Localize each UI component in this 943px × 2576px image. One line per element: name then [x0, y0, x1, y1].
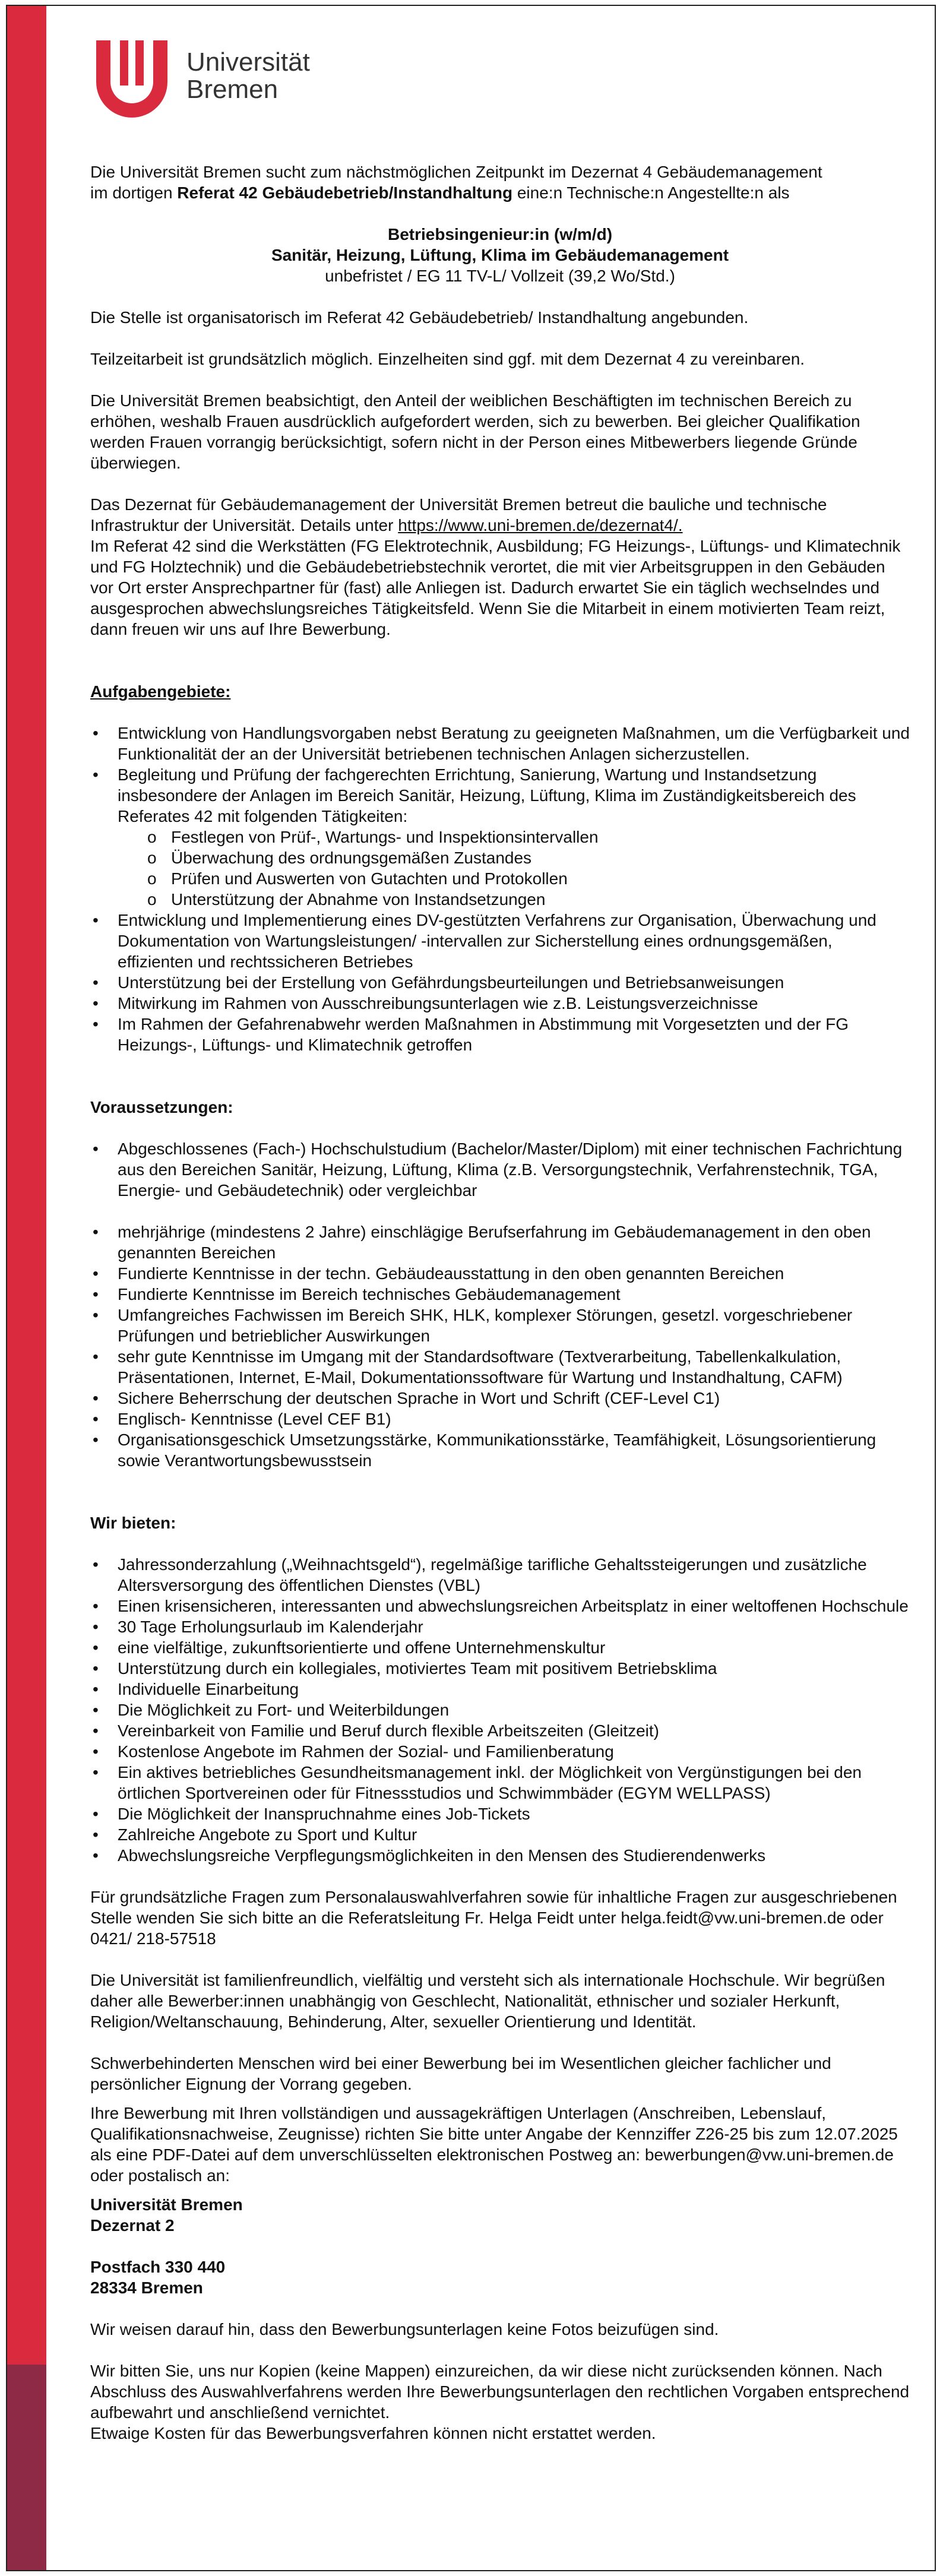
- address-line-4: 28334 Bremen: [90, 2278, 203, 2297]
- list-item: • mehrjährige (mindestens 2 Jahre) einschlägige Berufserfahrung im Gebäudemanagement in den oben genannten Bereichen: [90, 1221, 910, 1263]
- p-bewerbung: Ihre Bewerbung mit Ihren vollständigen und aussagekräftigen Unterlagen (Anschreiben, Lebenslauf, Qualifikationsnachweise, Zeugnisse) richten Sie bitte unter Angabe der Kennziffer Z26-25 bis zum 12.07.2025 als eine PDF-Datei auf dem unverschlüsselten elektronischen Postweg an: bewerbungen@vw.uni-bremen.de oder postalisch an:: [90, 2104, 898, 2185]
- p-dezernat: [90, 494, 910, 640]
- p-frauen: Die Universität Bremen beabsichtigt, den Anteil der weiblichen Beschäftigten im technischen Bereich zu erhöhen, weshalb Frauen ausdrücklich aufgefordert werden, sich zu bewerben. Bei gleicher Qualifikation werden Frauen vorrangig berücksichtigt, sofern nicht in der Person eines Mitbewerbers liegende Gründe überwiegen.: [90, 391, 860, 472]
- voraussetzungen-first: [90, 1138, 910, 1201]
- list-item: • Sichere Beherrschung der deutschen Sprache in Wort und Schrift (CEF-Level C1): [90, 1388, 910, 1409]
- sub-list-item: o Überwachung des ordnungsgemäßen Zustandes: [118, 847, 910, 868]
- list-item: • Organisationsgeschick Umsetzungsstärke, Kommunikationsstärke, Teamfähigkeit, Lösungsorientierung sowie Verantwortungsbewusstsein: [90, 1429, 910, 1471]
- p-dezernat-text-1: Das Dezernat für Gebäudemanagement der Universität Bremen betreut die bauliche und technische Infrastruktur der Universität. Details unter: [90, 495, 827, 534]
- sub-list-item: o Unterstützung der Abnahme von Instandsetzungen: [118, 889, 910, 910]
- list-item-text: Begleitung und Prüfung der fachgerechten Errichtung, Sanierung, Wartung und Instandsetzung insbesondere der Anlagen im Bereich Sanitär, Heizung, Lüftung, Klima im Zuständigkeitsbereich des Referates 42 mit folgenden Tätigkeiten:: [118, 765, 856, 825]
- job-title: Betriebsingenieur:in (w/m/d): [387, 225, 613, 243]
- bieten-list: [90, 1554, 910, 1866]
- list-item: • Vereinbarkeit von Familie und Beruf durch flexible Arbeitszeiten (Gleitzeit): [90, 1720, 910, 1741]
- address-line-1: Universität Bremen: [90, 2195, 243, 2214]
- list-item: • Englisch- Kenntnisse (Level CEF B1): [90, 1409, 910, 1429]
- list-item: • Ein aktives betriebliches Gesundheitsmanagement inkl. der Möglichkeit von Vergünstigungen bei den örtlichen Sportvereinen oder für Fitnessstudios und Schwimmbäder (EGYM WELLPASS): [90, 1762, 910, 1803]
- aufgaben-sublist: [118, 827, 910, 910]
- voraussetzungen-list: [90, 1221, 910, 1471]
- list-item: • Umfangreiches Fachwissen im Bereich SHK, HLK, komplexer Störungen, gesetzl. vorgeschriebener Prüfungen und betrieblicher Auswirkungen: [90, 1305, 910, 1346]
- sub-list-item: o Prüfen und Auswerten von Gutachten und Protokollen: [118, 868, 910, 889]
- address-line-3: Postfach 330 440: [90, 2258, 226, 2276]
- list-item: • Entwicklung von Handlungsvorgaben nebst Beratung zu geeigneten Maßnahmen, um die Verfügbarkeit und Funktionalität der an der Universität betriebenen technischen Anlagen sicherzustellen.: [90, 723, 910, 764]
- heading-aufgaben: Aufgabengebiete:: [90, 682, 231, 701]
- logo-text: [186, 49, 310, 103]
- list-item: • Entwicklung und Implementierung eines DV-gestützten Verfahrens zur Organisation, Überwachung und Dokumentation von Wartungsleistungen/ -intervallen zur Sicherstellung eines ordnungsgemäßen, effizienten und rechtssicheren Betriebes: [90, 910, 910, 972]
- intro-line-1: Die Universität Bremen sucht zum nächstmöglichen Zeitpunkt im Dezernat 4 Gebäudemanagement: [90, 163, 822, 181]
- address-block-2: [90, 2257, 910, 2298]
- heading-voraussetzungen: Voraussetzungen:: [90, 1098, 233, 1116]
- address-block-1: [90, 2194, 910, 2236]
- logo-line-2: Bremen: [186, 75, 279, 104]
- list-item: • Einen krisensicheren, interessanten und abwechslungsreichen Arbeitsplatz in einer weltoffenen Hochschule: [90, 1596, 910, 1616]
- list-item: • Fundierte Kenntnisse im Bereich technisches Gebäudemanagement: [90, 1284, 910, 1305]
- list-item: • Die Möglichkeit zu Fort- und Weiterbildungen: [90, 1700, 910, 1720]
- job-title-block: [90, 224, 910, 286]
- intro: [90, 162, 910, 203]
- list-item: • Individuelle Einarbeitung: [90, 1679, 910, 1700]
- list-item: • Zahlreiche Angebote zu Sport und Kultur: [90, 1824, 910, 1845]
- p-kosten: Etwaige Kosten für das Bewerbungsverfahren können nicht erstattet werden.: [90, 2424, 656, 2442]
- list-item: [90, 764, 910, 910]
- logo-line-1: Universität: [186, 48, 310, 77]
- dezernat-link[interactable]: https://www.uni-bremen.de/dezernat4/.: [398, 516, 683, 534]
- job-subtitle: Sanitär, Heizung, Lüftung, Klima im Gebäudemanagement: [271, 246, 729, 264]
- side-stripe: [7, 6, 46, 2570]
- list-item: • Jahressonderzahlung („Weihnachtsgeld“), regelmäßige tarifliche Gehaltssteigerungen und zusätzliche Altersversorgung des öffentlichen Dienstes (VBL): [90, 1554, 910, 1596]
- side-stripe-dark: [7, 2365, 46, 2571]
- list-item: • Die Möglichkeit der Inanspruchnahme eines Job-Tickets: [90, 1803, 910, 1824]
- list-item: • Unterstützung bei der Erstellung von Gefährdungsbeurteilungen und Betriebsanweisungen: [90, 972, 910, 993]
- list-item: • Abwechslungsreiche Verpflegungsmöglichkeiten in den Mensen des Studierendenwerks: [90, 1845, 910, 1866]
- list-item: • Kostenlose Angebote im Rahmen der Sozial- und Familienberatung: [90, 1741, 910, 1762]
- intro-pre: im dortigen: [90, 183, 178, 202]
- p-fragen: Für grundsätzliche Fragen zum Personalauswahlverfahren sowie für inhaltliche Fragen zur ausgeschriebenen Stelle wenden Sie sich bitte an die Referatsleitung Fr. Helga Feidt unter helga.feidt@vw.uni-bremen.de oder 0421/ 218-57518: [90, 1888, 897, 1948]
- list-item: • eine vielfältige, zukunftsorientierte und offene Unternehmenskultur: [90, 1637, 910, 1658]
- p-org: Die Stelle ist organisatorisch im Referat 42 Gebäudebetrieb/ Instandhaltung angebunden.: [90, 308, 749, 327]
- p-kopien: Wir bitten Sie, uns nur Kopien (keine Mappen) einzureichen, da wir diese nicht zurücksenden können. Nach Abschluss des Auswahlverfahrens werden Ihre Bewerbungsunterlagen den rechtlichen Vorgaben entsprechend aufbewahrt und anschließend vernichtet.: [90, 2362, 910, 2422]
- document-frame: [6, 5, 936, 2571]
- address-line-2: Dezernat 2: [90, 2216, 175, 2235]
- p-fotos: Wir weisen darauf hin, dass den Bewerbungsunterlagen keine Fotos beizufügen sind.: [90, 2320, 719, 2338]
- job-terms: unbefristet / EG 11 TV-L/ Vollzeit (39,2 Wo/Std.): [325, 267, 675, 285]
- list-item: • Unterstützung durch ein kollegiales, motiviertes Team mit positivem Betriebsklima: [90, 1658, 910, 1679]
- list-item: • Im Rahmen der Gefahrenabwehr werden Maßnahmen in Abstimmung mit Vorgesetzten und der FG Heizungs-, Lüftungs- und Klimatechnik getroffen: [90, 1014, 910, 1055]
- list-item: • 30 Tage Erholungsurlaub im Kalenderjahr: [90, 1616, 910, 1637]
- side-stripe-red: [7, 6, 46, 2365]
- list-item: • Fundierte Kenntnisse in der techn. Gebäudeausstattung in den oben genannten Bereichen: [90, 1263, 910, 1284]
- intro-post: eine:n Technische:n Angestellte:n als: [512, 183, 790, 202]
- list-item: • Abgeschlossenes (Fach-) Hochschulstudium (Bachelor/Master/Diplom) mit einer technischen Fachrichtung aus den Bereichen Sanitär, Heizung, Lüftung, Klima (z.B. Versorgungstechnik, Verfahrenstechnik, TGA, Energie- und Gebäudetechnik) oder vergleichbar: [90, 1138, 910, 1201]
- aufgaben-list: [90, 723, 910, 1055]
- university-logo: [90, 34, 310, 118]
- heading-wir-bieten: Wir bieten:: [90, 1514, 176, 1532]
- p-familie: Die Universität ist familienfreundlich, vielfältig und versteht sich als internationale Hochschule. Wir begrüßen daher alle Bewerber:innen unabhängig von Geschlecht, Nationalität, ethnischer und sozialer Herkunft, Religion/Weltanschauung, Behinderung, Alter, sexueller Orientierung und Identität.: [90, 1971, 885, 2031]
- list-item: • sehr gute Kenntnisse im Umgang mit der Standardsoftware (Textverarbeitung, Tabellenkalkulation, Präsentationen, Internet, E-Mail, Dokumentationssoftware für Wartung und Instandhaltung, CAFM): [90, 1346, 910, 1388]
- p-teilzeit: Teilzeitarbeit ist grundsätzlich möglich. Einzelheiten sind ggf. mit dem Dezernat 4 zu vereinbaren.: [90, 350, 805, 368]
- p-dezernat-text-2: Im Referat 42 sind die Werkstätten (FG Elektrotechnik, Ausbildung; FG Heizungs-, Lüftungs- und Klimatechnik und FG Holztechnik) und die Gebäudebetriebstechnik verortet, die mit vier Arbeitsgruppen in den Gebäuden vor Ort erster Ansprechpartner für (fast) alle Anliegen ist. Dadurch erwartet Sie ein täglich wechselndes und ausgesprochen abwechslungsreiches Tätigkeitsfeld. Wenn Sie die Mitarbeit in einem motivierten Team reizt, dann freuen wir uns auf Ihre Bewerbung.: [90, 537, 901, 638]
- job-ad-content: [90, 162, 910, 2464]
- list-item: • Mitwirkung im Rahmen von Ausschreibungsunterlagen wie z.B. Leistungsverzeichnisse: [90, 993, 910, 1014]
- uni-bremen-logo-icon: [90, 34, 173, 118]
- sub-list-item: o Festlegen von Prüf-, Wartungs- und Inspektionsintervallen: [118, 827, 910, 847]
- p-schwerbehindert: Schwerbehinderten Menschen wird bei einer Bewerbung bei im Wesentlichen gleicher fachlicher und persönlicher Eignung der Vorrang gegeben.: [90, 2054, 831, 2093]
- intro-referat: Referat 42 Gebäudebetrieb/Instandhaltung: [177, 183, 513, 202]
